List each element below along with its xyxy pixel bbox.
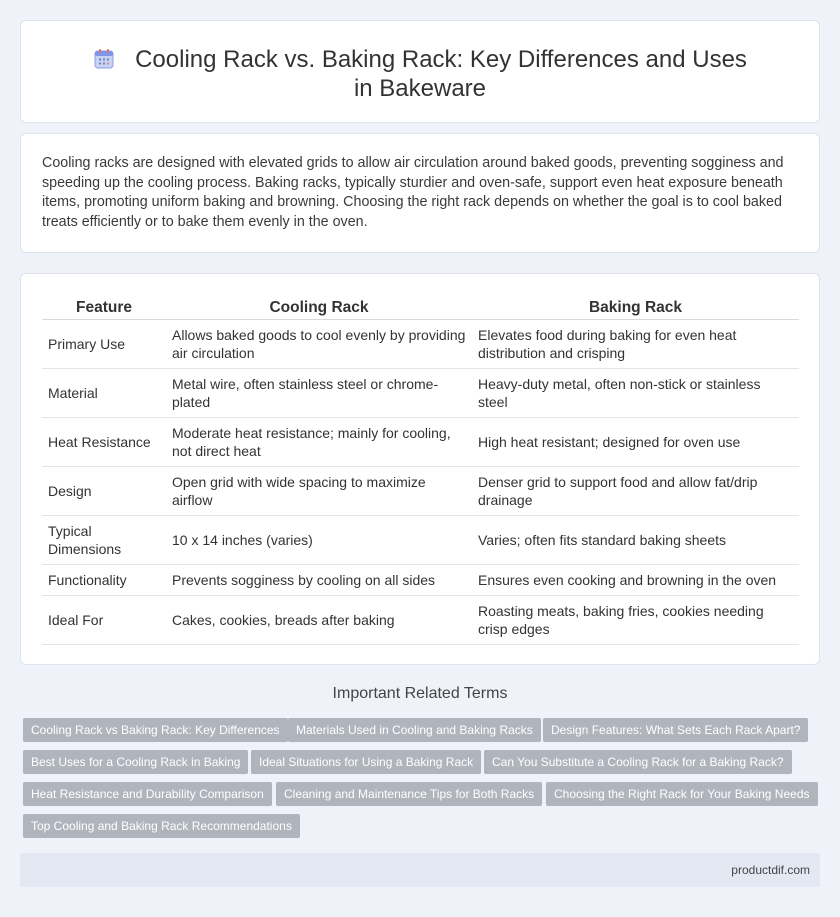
related-term-tag[interactable]: Heat Resistance and Durability Comparison (23, 782, 272, 806)
related-term-tag[interactable]: Choosing the Right Rack for Your Baking Needs (546, 782, 818, 806)
table-row (42, 368, 799, 417)
footer (20, 853, 820, 887)
page-title: Cooling Rack vs. Baking Rack: Key Differences and Uses in Bakeware (135, 46, 747, 102)
related-term-tag[interactable]: Cooling Rack vs Baking Rack: Key Differences (23, 718, 288, 742)
table-row (42, 466, 799, 515)
baking-rack-cell: Elevates food during baking for even heat distribution and crisping (472, 319, 799, 368)
header-card (20, 20, 820, 123)
baking-rack-cell: Ensures even cooking and browning in the oven (472, 564, 799, 595)
feature-cell: Design (42, 466, 166, 515)
related-term-tag[interactable]: Materials Used in Cooling and Baking Racks (288, 718, 541, 742)
calendar-icon (93, 48, 115, 70)
related-term-tag[interactable]: Ideal Situations for Using a Baking Rack (251, 750, 481, 774)
table-row (42, 515, 799, 564)
comparison-card (20, 273, 820, 665)
feature-cell: Heat Resistance (42, 417, 166, 466)
cooling-rack-cell: Metal wire, often stainless steel or chrome-plated (166, 368, 472, 417)
baking-rack-cell: Varies; often fits standard baking sheets (472, 515, 799, 564)
header-cooling-rack: Cooling Rack (166, 294, 472, 319)
intro-paragraph: Cooling racks are designed with elevated grids to allow air circulation around baked goods, preventing sogginess and speeding up the cooling process. Baking racks, typically sturdier and oven-safe, support even heat exposure beneath items, promoting uniform baking and browning. Choosing the right rack depends on whether the goal is to cool baked treats efficiently or to bake them evenly in the oven. (42, 155, 784, 230)
header-feature: Feature (42, 294, 166, 319)
cooling-rack-cell: Open grid with wide spacing to maximize airflow (166, 466, 472, 515)
intro-card (20, 133, 820, 253)
baking-rack-cell: Denser grid to support food and allow fat/drip drainage (472, 466, 799, 515)
header-baking-rack: Baking Rack (472, 294, 799, 319)
feature-cell: Typical Dimensions (42, 515, 166, 564)
table-header-row (42, 294, 799, 319)
feature-cell: Ideal For (42, 595, 166, 644)
baking-rack-cell: Roasting meats, baking fries, cookies needing crisp edges (472, 595, 799, 644)
cooling-rack-cell: Prevents sogginess by cooling on all sides (166, 564, 472, 595)
cooling-rack-cell: Cakes, cookies, breads after baking (166, 595, 472, 644)
cooling-rack-cell: Moderate heat resistance; mainly for cooling, not direct heat (166, 417, 472, 466)
footer-site-name[interactable]: productdif.com (731, 863, 810, 877)
cooling-rack-cell: Allows baked goods to cool evenly by providing air circulation (166, 319, 472, 368)
feature-cell: Material (42, 368, 166, 417)
related-term-tag[interactable]: Best Uses for a Cooling Rack in Baking (23, 750, 248, 774)
baking-rack-cell: Heavy-duty metal, often non-stick or stainless steel (472, 368, 799, 417)
related-term-tag[interactable]: Can You Substitute a Cooling Rack for a Baking Rack? (484, 750, 792, 774)
table-row (42, 595, 799, 644)
cooling-rack-cell: 10 x 14 inches (varies) (166, 515, 472, 564)
related-terms-title: Important Related Terms (332, 685, 508, 702)
feature-cell: Primary Use (42, 319, 166, 368)
comparison-table (42, 294, 799, 645)
page-title-wrap (81, 45, 759, 103)
baking-rack-cell: High heat resistant; designed for oven use (472, 417, 799, 466)
table-row (42, 319, 799, 368)
related-term-tag[interactable]: Design Features: What Sets Each Rack Apart? (543, 718, 808, 742)
table-row (42, 417, 799, 466)
feature-cell: Functionality (42, 564, 166, 595)
related-term-tag[interactable]: Top Cooling and Baking Rack Recommendations (23, 814, 300, 838)
table-row (42, 564, 799, 595)
related-term-tag[interactable]: Cleaning and Maintenance Tips for Both Racks (276, 782, 542, 806)
